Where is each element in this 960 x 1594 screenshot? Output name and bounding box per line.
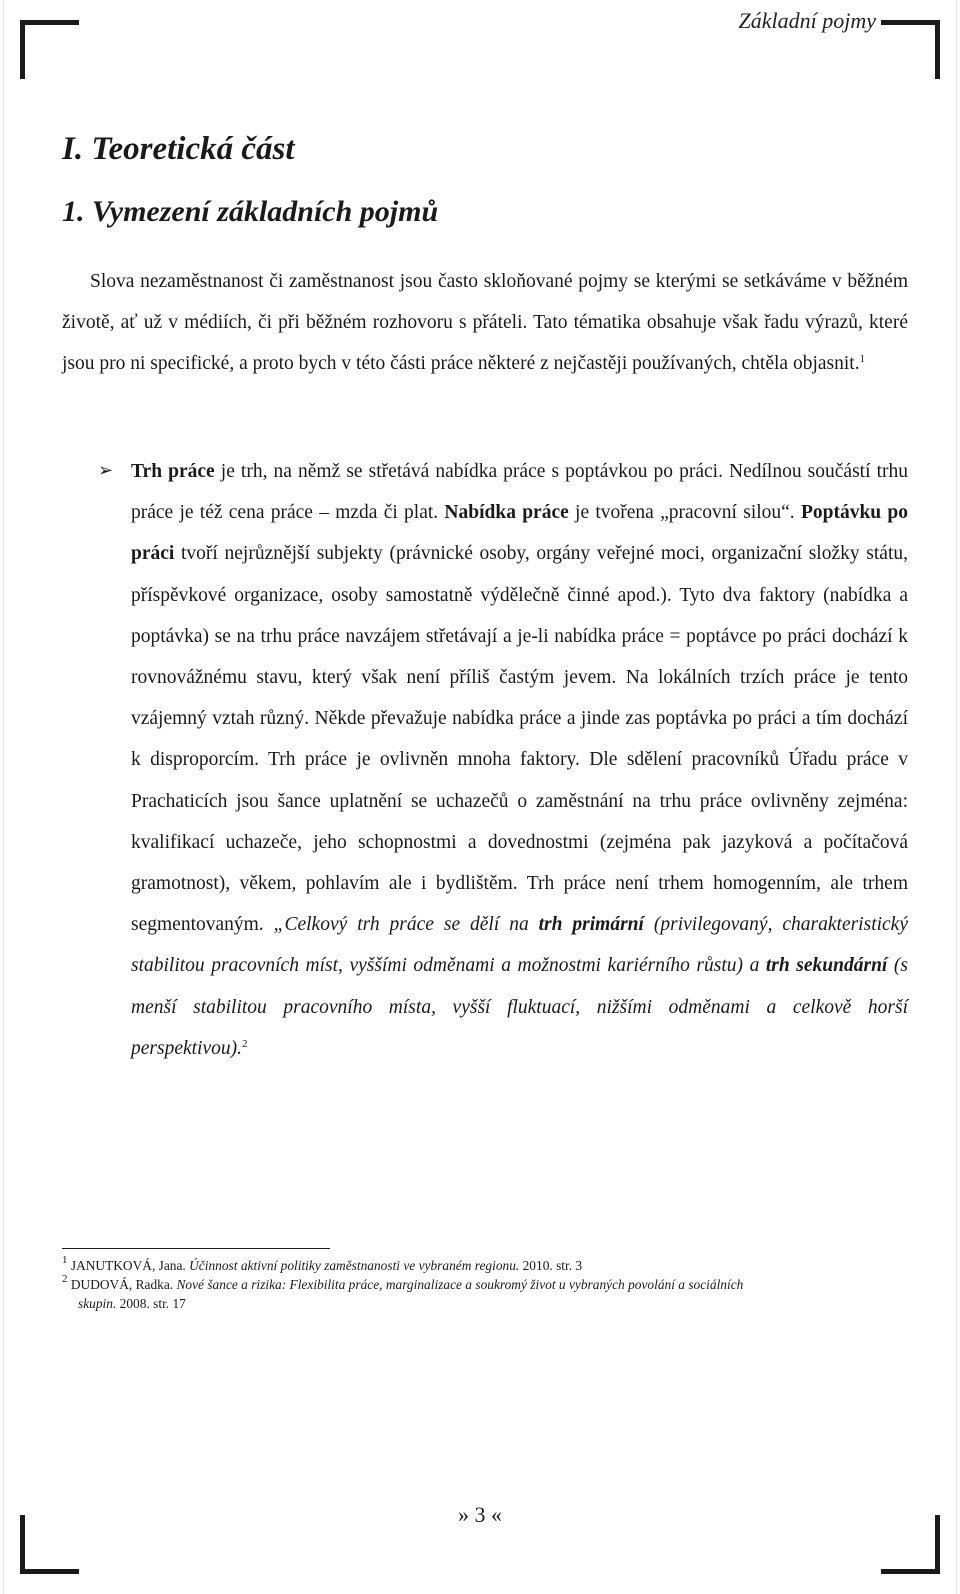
- quote-text-1: „Celkový trh práce se dělí na: [273, 914, 539, 936]
- corner-frame-top-left: [20, 20, 79, 79]
- footnote-ref-2[interactable]: 2: [242, 1037, 248, 1050]
- corner-frame-top-right: [881, 20, 940, 79]
- chapter-heading: 1. Vymezení základních pojmů: [62, 195, 439, 228]
- term-primary-market: trh primární: [538, 914, 644, 936]
- footnote-author: JANUTKOVÁ, Jana.: [70, 1258, 190, 1273]
- bullet-text-1: je trh, na němž se střetává nabídka práce s poptávkou po práci. Nedílnou součástí trhu práce je též cena práce – mzda či plat.: [131, 461, 908, 524]
- term-labor-market: Trh práce: [131, 461, 215, 482]
- footnote-number: 2: [62, 1273, 68, 1285]
- footnote-separator: [62, 1248, 330, 1249]
- footnote-author: DUDOVÁ, Radka.: [70, 1277, 177, 1292]
- arrow-bullet-icon: ➢: [98, 460, 114, 480]
- page-number: » 3 «: [458, 1502, 502, 1527]
- part-heading: I. Teoretická část: [62, 131, 295, 167]
- footnote-title-continued: skupin.: [78, 1296, 117, 1311]
- bullet-text-2: je tvořena „pracovní silou“.: [568, 502, 801, 524]
- footnote-details: 2010. str. 3: [519, 1258, 583, 1273]
- intro-text: Slova nezaměstnanost či zaměstnanost jsou často skloňované pojmy se kterými se setkáváme v běžném životě, ať už v médiích, či při běžném rozhovoru s přáteli. Tato tématika obsahuje však řadu výrazů, které jsou pro ni specifické, a proto bych v této části práce některé z nejčastěji používaných, chtěla objasnit.: [62, 271, 908, 374]
- page-edge-line-left: [3, 0, 4, 1594]
- footnote-1: [62, 1256, 908, 1275]
- term-labor-supply: Nabídka práce: [444, 502, 569, 524]
- quote-text-3: (s menší stabilitou pracovního místa, vyšší fluktuací, nižšími odměnami a celkově horší perspektivou).: [131, 955, 908, 1059]
- quote-text-2: (privilegovaný, charakteristický stabilitou pracovních míst, vyššími odměnami a možnostmi kariérního růstu) a: [131, 914, 908, 977]
- footnote-ref-1[interactable]: 1: [859, 353, 866, 365]
- footnote-title: Nové šance a rizika: Flexibilita práce, marginalizace a soukromý život u vybraných povolání a sociálních: [176, 1277, 744, 1292]
- footnote-title: Účinnost aktivní politiky zaměstnanosti ve vybraném regionu.: [189, 1258, 520, 1273]
- term-labor-demand: Poptávku po práci: [131, 502, 908, 565]
- footnote-details: 2008. str. 17: [116, 1296, 186, 1311]
- intro-paragraph: [62, 261, 908, 384]
- page-edge-line-right: [956, 0, 957, 1594]
- running-header: Základní pojmy: [738, 8, 876, 33]
- bullet-text-3: tvoří nejrůznější subjekty (právnické osoby, orgány veřejné moci, organizační složky státu, příspěvkové organizace, osoby samostatně výdělečně činné apod.). Tyto dva faktory (nabídka a poptávka) se na trhu práce navzájem střetávají a je-li nabídka práce = poptávce po práci dochází k rovnovážnému stavu, který však není příliš častým jevem. Na lokálních trzích práce je tento vzájemný vztah různý. Někde převažuje nabídka práce a jinde zas poptávka po práci a tím dochází k disproporcím. Trh práce je ovlivněn mnoha faktory. Dle sdělení pracovníků Úřadu práce v Prachaticích jsou šance uplatnění se uchazečů o zaměstnání na trhu práce ovlivněny zejména: kvalifikací uchazeče, jeho schopnostmi a dovednostmi (zejména pak jazyková a počítačová gramotnost), věkem, pohlavím ale i bydlištěm. Trh práce není trhem homogenním, ale trhem segmentovaným.: [131, 543, 908, 936]
- term-secondary-market: trh sekundární: [765, 955, 888, 977]
- footnote-number: 1: [62, 1254, 68, 1266]
- labor-market-bullet: [131, 451, 908, 1069]
- footnote-2: [62, 1275, 908, 1313]
